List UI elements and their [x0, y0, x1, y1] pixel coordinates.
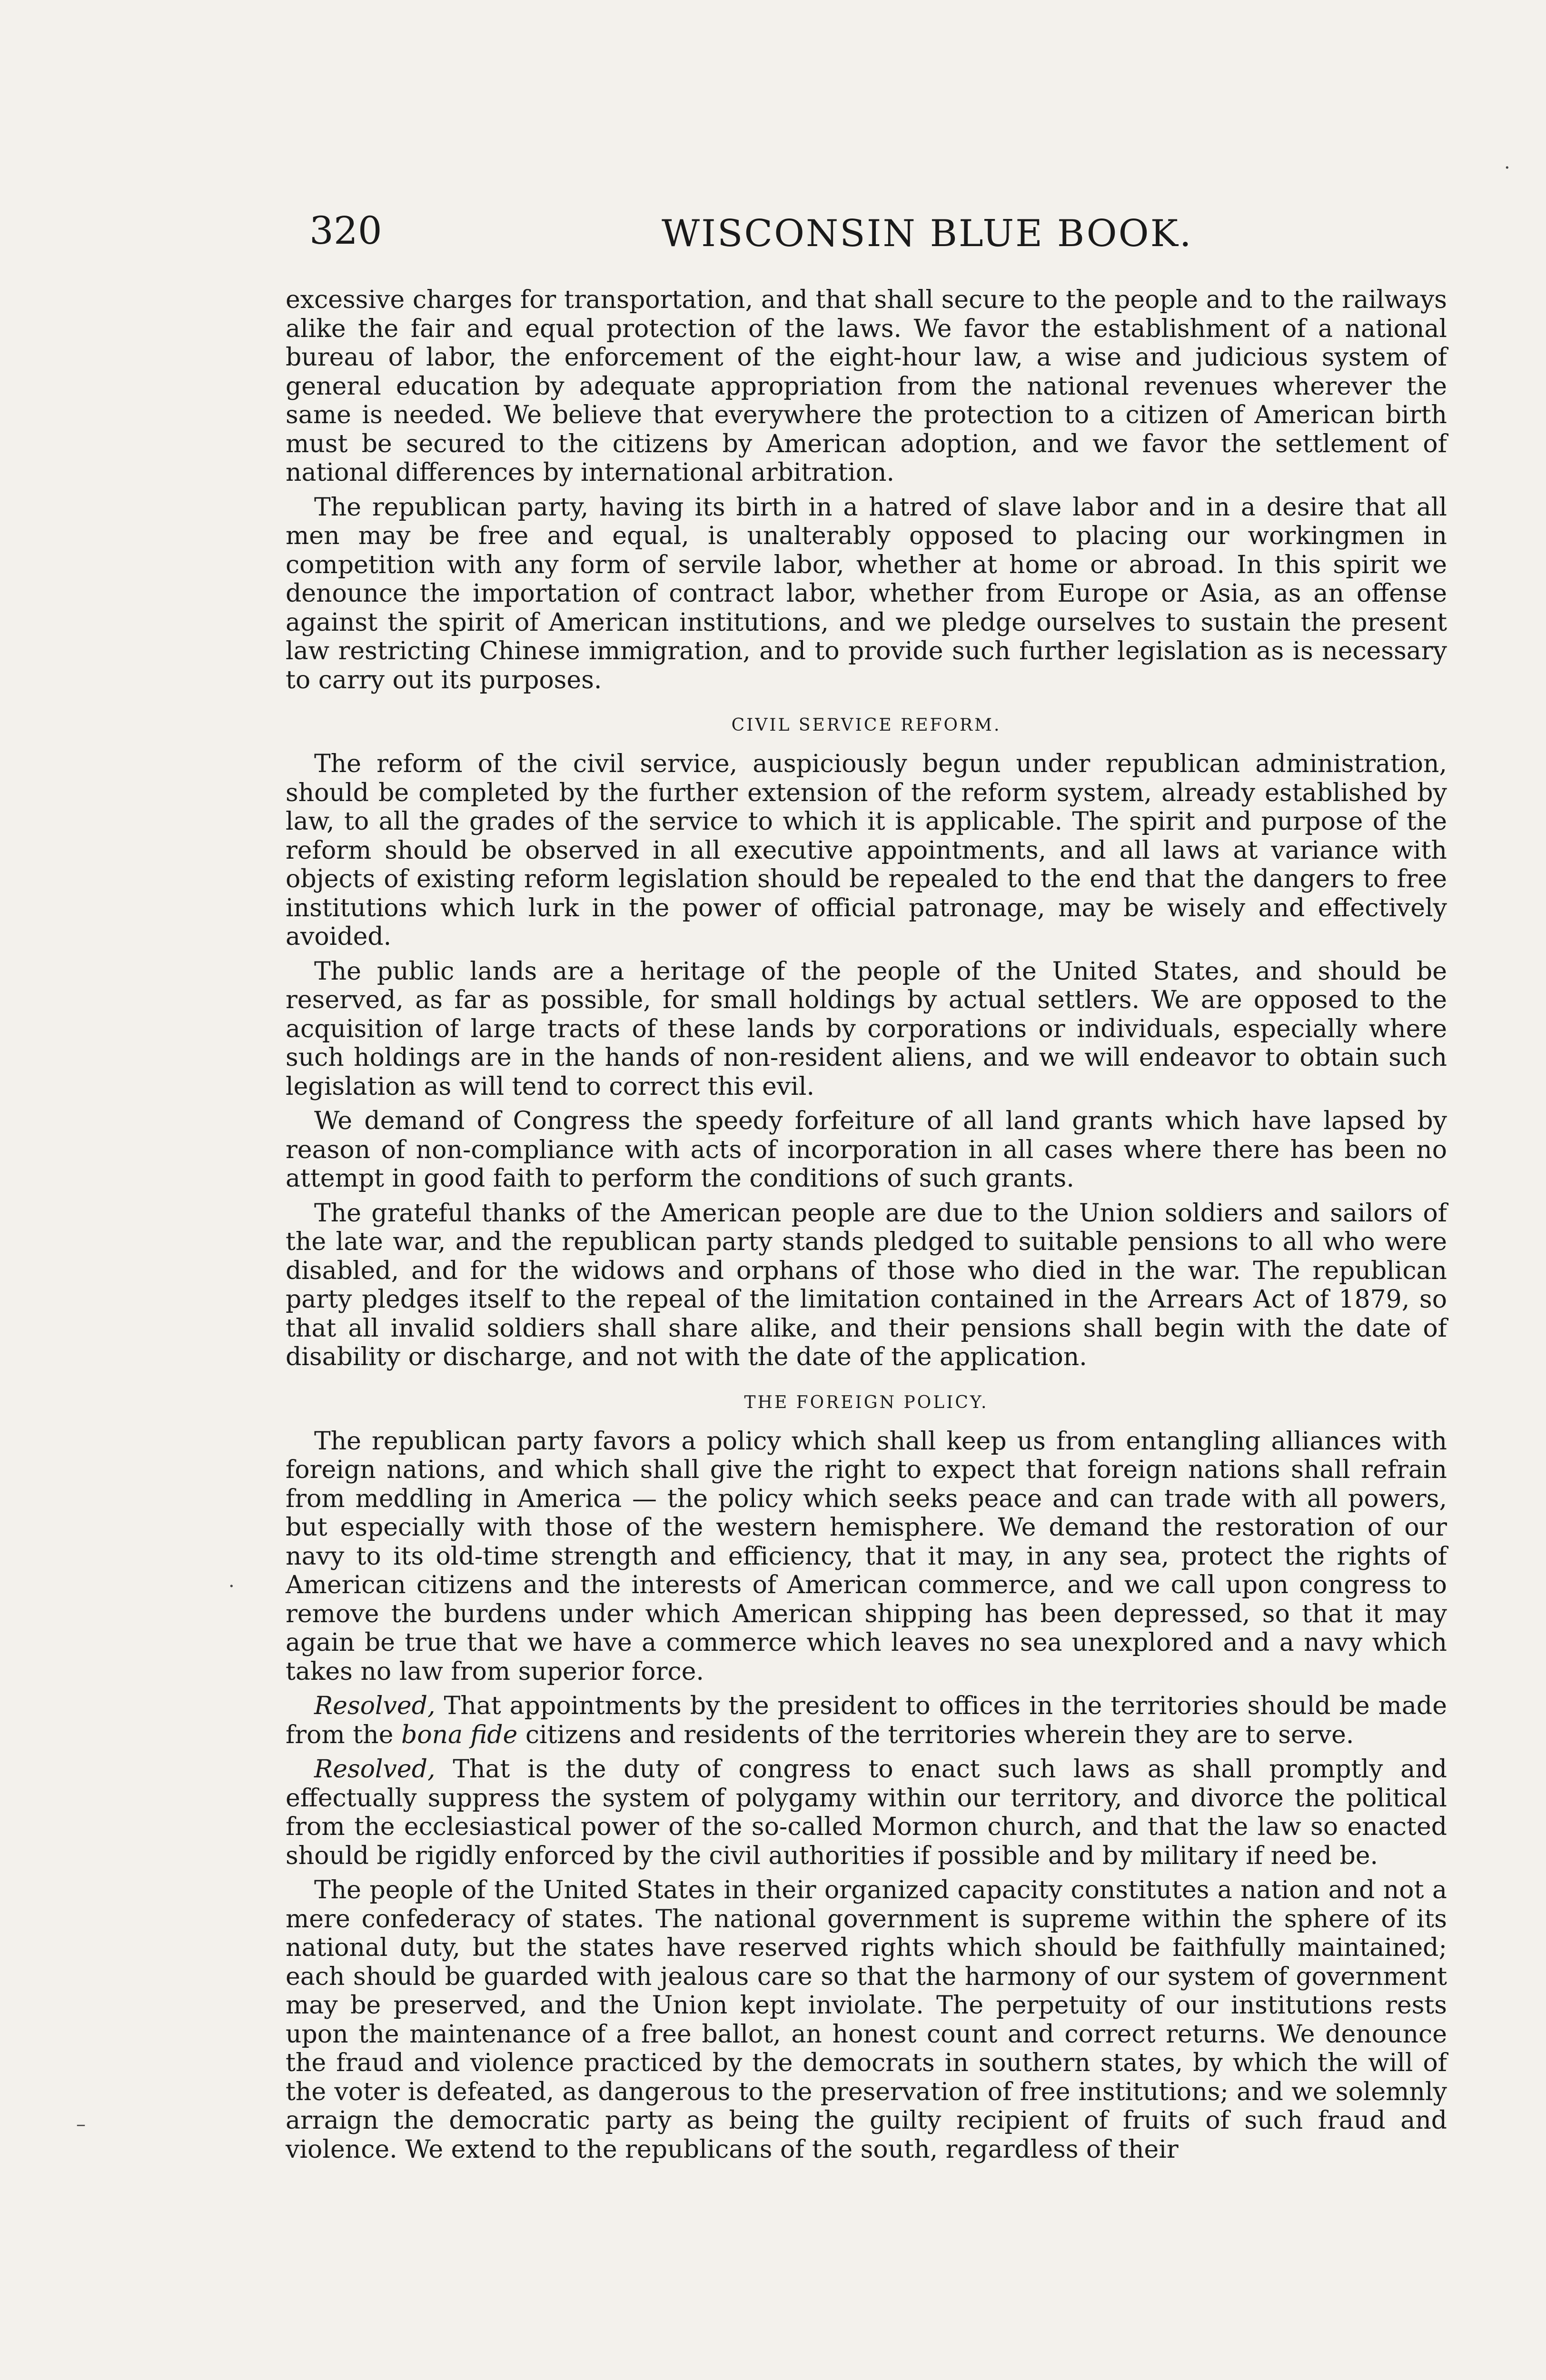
page-number: 320	[309, 208, 382, 253]
resolved-label: Resolved,	[314, 1692, 436, 1720]
resolution-paragraph	[286, 1755, 1447, 1870]
paragraph: The grateful thanks of the American people are due to the Union soldiers and sailors of the late war, and the republican party stands pledged to suitable pensions to all who were disabled, and for the widows and orphans of those who died in the war. The republican party pledges itself to the repeal of the limitation contained in the Arrears Act of 1879, so that all invalid soldiers shall share alike, and their pensions shall begin with the date of disability or discharge, and not with the date of the application.	[286, 1199, 1447, 1371]
section-heading-foreign-policy: THE FOREIGN POLICY.	[744, 1392, 989, 1412]
paragraph: The public lands are a heritage of the people of the United States, and should be reserved, as far as possible, for small holdings by actual settlers. We are opposed to the acquisition of large tracts of these lands by corporations or individuals, especially where such holdings are in the hands of non-resident aliens, and we will endeavor to obtain such legislation as will tend to correct this evil.	[286, 957, 1447, 1101]
resolved-label: Resolved,	[314, 1755, 436, 1784]
paragraph: excessive charges for transportation, and that shall secure to the people and to the railways alike the fair and equal protection of the laws. We favor the establishment of a national bureau of labor, the enforcement of the eight-hour law, a wise and judicious system of general education by adequate appropriation from the national revenues wherever the same is needed. We believe that everywhere the protection to a citizen of American birth must be secured to the citizens by American adoption, and we favor the settlement of national differences by international arbitration.	[286, 286, 1447, 487]
paragraph: The people of the United States in their organized capacity constitutes a nation and not a mere confederacy of states. The national government is supreme within the sphere of its national duty, but the states have reserved rights which should be faithfully maintained; each should be guarded with jealous care so that the harmony of our system of government may be preserved, and the Union kept inviolate. The perpetuity of our institutions rests upon the maintenance of a free ballot, an honest count and correct returns. We denounce the fraud and violence practiced by the democrats in southern states, by which the will of the voter is defeated, as dangerous to the preservation of free institutions; and we solemnly arraign the democratic party as being the guilty recipient of fruits of such fraud and violence. We extend to the republicans of the south, regardless of their	[286, 1876, 1447, 2164]
resolution-paragraph	[286, 1692, 1447, 1749]
paragraph: We demand of Congress the speedy forfeiture of all land grants which have lapsed by reason of non-compliance with acts of incorporation in all cases where there has been no attempt in good faith to perform the conditions of such grants.	[286, 1107, 1447, 1193]
page-header	[309, 205, 1452, 271]
stray-mark: ·	[228, 1576, 235, 1597]
stray-mark: –	[76, 2113, 86, 2135]
resolution-text: That is the duty of congress to enact such laws as shall promptly and effectually suppress the system of polygamy within our territory, and divorce the political from the ecclesiastical power of the so-called Mormon church, and that the law so enacted should be rigidly enforced by the civil authorities if possible and by military if need be.	[286, 1755, 1447, 1870]
resolution-text: citizens and residents of the territories wherein they are to serve.	[517, 1720, 1354, 1749]
section-heading-civil-service: CIVIL SERVICE REFORM.	[731, 715, 1001, 735]
paragraph: The republican party favors a policy which shall keep us from entangling alliances with foreign nations, and which shall give the right to expect that foreign nations shall refrain from meddling in America — the policy which seeks peace and can trade with all powers, but especially with those of the western hemisphere. We demand the restoration of our navy to its old-time strength and efficiency, that it may, in any sea, protect the rights of American citizens and the interests of American commerce, and we call upon congress to remove the burdens under which American shipping has been depressed, so that it may again be true that we have a commerce which leaves no sea unexplored and a navy which takes no law from superior force.	[286, 1427, 1447, 1686]
resolution-text: That appointments by the president to offices in the territories should be made from the	[286, 1692, 1447, 1749]
page-body	[286, 286, 1447, 2170]
italic-phrase: bona fide	[401, 1720, 518, 1749]
stray-mark: ·	[1504, 157, 1510, 179]
running-title: WISCONSIN BLUE BOOK.	[662, 212, 1193, 255]
paragraph: The republican party, having its birth in a hatred of slave labor and in a desire that all men may be free and equal, is unalterably opposed to placing our workingmen in competition with any form of servile labor, whether at home or abroad. In this spirit we denounce the importation of contract labor, whether from Europe or Asia, as an offense against the spirit of American institutions, and we pledge ourselves to sustain the present law restricting Chinese immigration, and to provide such further legislation as is necessary to carry out its purposes.	[286, 493, 1447, 694]
paragraph: The reform of the civil service, auspiciously begun under republican administration, should be completed by the further extension of the reform system, already established by law, to all the grades of the service to which it is applicable. The spirit and purpose of the reform should be observed in all executive appointments, and all laws at variance with objects of existing reform legislation should be repealed to the end that the dangers to free institutions which lurk in the power of official patronage, may be wisely and effectively avoided.	[286, 750, 1447, 951]
